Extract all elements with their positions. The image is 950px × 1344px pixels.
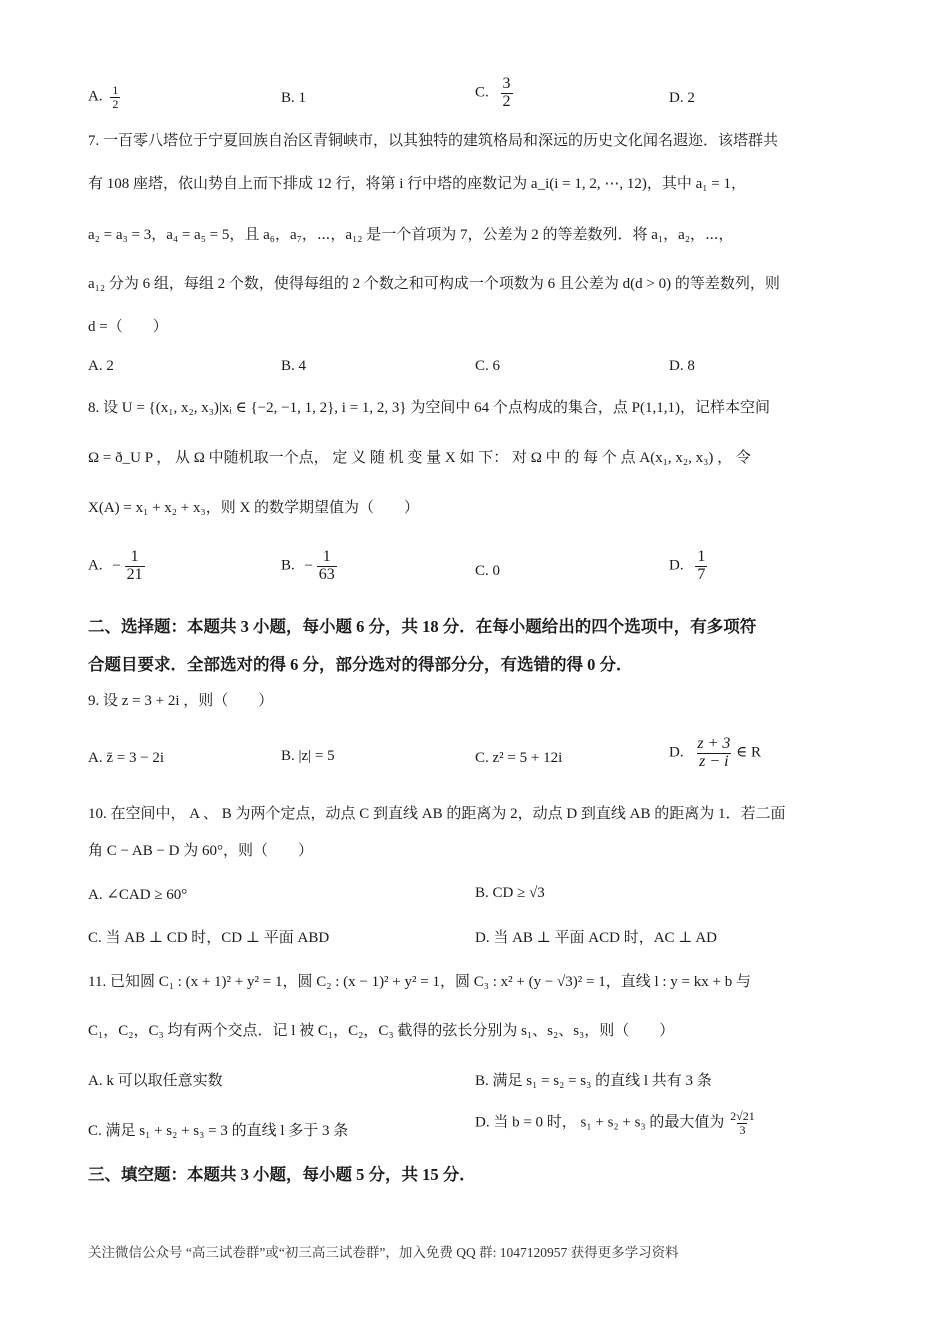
q6-option-c-denominator: 2 bbox=[502, 92, 511, 110]
q7-option-a: A. 2 bbox=[88, 358, 114, 374]
section-2-heading-line-1: 二、选择题：本题共 3 小题，每小题 6 分，共 18 分．在每小题给出的四个选项中，有多项符 bbox=[88, 617, 757, 636]
q7-line-1: 7. 一百零八塔位于宁夏回族自治区青铜峡市，以其独特的建筑格局和深远的历史文化闻名遐迩．该塔群共 bbox=[88, 133, 779, 149]
q8-line-3: X(A) = x₁ + x₂ + x₃，则 X 的数学期望值为（ ） bbox=[88, 500, 420, 516]
q8-option-d-numerator: 1 bbox=[697, 548, 706, 565]
q8-option-d-denominator: 7 bbox=[697, 565, 706, 583]
q8-line-2: Ω = ð_U P ， 从 Ω 中随机取一个点， 定 义 随 机 变 量 X 如 下： 对 Ω 中 的 每 个 点 A(x₁, x₂, x₃) ， 令 bbox=[88, 450, 751, 466]
q9-option-d bbox=[669, 736, 761, 771]
q8-option-b bbox=[281, 549, 337, 584]
q7-line-3: a₂ = a₃ = 3，a₄ = a₅ = 5，且 a₆，a₇，⋯，a₁₂ 是一个首项为 7，公差为 2 的等差数列．将 a₁，a₂，⋯， bbox=[88, 227, 734, 243]
q11-option-d-denominator: 3 bbox=[739, 1122, 746, 1137]
q8-option-a-numerator: 1 bbox=[130, 548, 139, 565]
q8-option-b-numerator: 1 bbox=[322, 548, 331, 565]
q10-option-d: D. 当 AB ⊥ 平面 ACD 时，AC ⊥ AD bbox=[475, 930, 717, 946]
q9-option-c: C. z² = 5 + 12i bbox=[475, 750, 563, 766]
q7-line-5: d =（ ） bbox=[88, 319, 168, 335]
q8-option-b-fraction bbox=[317, 549, 337, 584]
q8-option-c: C. 0 bbox=[475, 563, 501, 579]
q10-option-a: A. ∠CAD ≥ 60° bbox=[88, 887, 188, 903]
q11-option-a: A. k 可以取任意实数 bbox=[88, 1073, 223, 1089]
q10-option-c: C. 当 AB ⊥ CD 时，CD ⊥ 平面 ABD bbox=[88, 930, 330, 946]
q10-option-b: B. CD ≥ √3 bbox=[475, 885, 545, 901]
q8-option-d-fraction bbox=[695, 549, 707, 584]
q7-option-d: D. 8 bbox=[669, 358, 695, 374]
q7-option-c: C. 6 bbox=[475, 358, 501, 374]
q8-option-d-label: D. bbox=[669, 557, 684, 574]
q11-option-d-fraction bbox=[728, 1110, 757, 1136]
q8-option-a-label: A. bbox=[88, 557, 103, 574]
q8-option-a bbox=[88, 549, 145, 584]
q6-option-a bbox=[88, 84, 120, 110]
q6-option-c-fraction bbox=[501, 76, 513, 111]
q6-option-c-numerator: 3 bbox=[502, 75, 511, 92]
q6-option-a-denominator: 2 bbox=[112, 96, 119, 111]
q9-option-d-tail: ∈ R bbox=[736, 744, 761, 761]
q9-option-a: A. z̄ = 3 − 2i bbox=[88, 750, 165, 766]
q11-option-d-text: D. 当 b = 0 时， s₁ + s₂ + s₃ 的最大值为 bbox=[475, 1114, 725, 1131]
q8-option-b-denominator: 63 bbox=[318, 565, 335, 583]
q7-line-4: a₁₂ 分为 6 组，每组 2 个数，使得每组的 2 个数之和可构成一个项数为 6 且公差为 d(d > 0) 的等差数列，则 bbox=[88, 276, 780, 292]
q7-line-2: 有 108 座塔，依山势自上而下排成 12 行，将第 i 行中塔的座数记为 a_i(i = 1, 2, ⋯, 12)，其中 a₁ = 1， bbox=[88, 176, 746, 192]
q11-line-2: C₁，C₂，C₃ 均有两个交点．记 l 被 C₁，C₂，C₃ 截得的弦长分别为 s₁、s₂、s₃，则（ ） bbox=[88, 1023, 675, 1039]
q9-option-b: B. |z| = 5 bbox=[281, 748, 335, 764]
q8-option-d bbox=[669, 549, 707, 584]
section-2-heading-line-2: 合题目要求．全部选对的得 6 分，部分选对的得部分分，有选错的得 0 分． bbox=[88, 655, 633, 674]
q8-option-b-sign: − bbox=[304, 557, 313, 574]
q11-option-b: B. 满足 s₁ = s₂ = s₃ 的直线 l 共有 3 条 bbox=[475, 1073, 712, 1089]
q8-option-a-fraction bbox=[125, 549, 145, 584]
q6-option-a-numerator: 1 bbox=[112, 83, 119, 97]
q11-option-d bbox=[475, 1110, 757, 1136]
q6-option-c-label: C. bbox=[475, 84, 489, 101]
q6-option-b: B. 1 bbox=[281, 90, 307, 106]
q11-option-c: C. 满足 s₁ + s₂ + s₃ = 3 的直线 l 多于 3 条 bbox=[88, 1123, 349, 1139]
q9-option-d-denominator: z − i bbox=[699, 752, 729, 770]
q8-line-1: 8. 设 U = {(x₁, x₂, x₃)|xᵢ ∈ {−2, −1, 1, 2}, i = 1, 2, 3} 为空间中 64 个点构成的集合，点 P(1,1,1)，记样本空间 bbox=[88, 400, 770, 416]
q6-option-d: D. 2 bbox=[669, 90, 695, 106]
q6-option-a-label: A. bbox=[88, 88, 103, 105]
q10-line-2: 角 C − AB − D 为 60°，则（ ） bbox=[88, 843, 314, 859]
q8-option-b-label: B. bbox=[281, 557, 295, 574]
q11-line-1: 11. 已知圆 C₁ : (x + 1)² + y² = 1，圆 C₂ : (x − 1)² + y² = 1，圆 C₃ : x² + (y − √3)² = 1，直线 l : y = kx + b 与 bbox=[88, 974, 751, 990]
q6-option-a-fraction bbox=[110, 84, 120, 110]
q9-option-d-fraction bbox=[695, 736, 732, 771]
section-3-heading: 三、填空题：本题共 3 小题，每小题 5 分，共 15 分． bbox=[88, 1165, 476, 1184]
q7-option-b: B. 4 bbox=[281, 358, 307, 374]
q9-option-d-numerator: z + 3 bbox=[697, 735, 731, 752]
q6-option-c bbox=[475, 76, 513, 111]
q9-stem: 9. 设 z = 3 + 2i ，则（ ） bbox=[88, 693, 274, 709]
q11-option-d-numerator: 2√21 bbox=[730, 1109, 755, 1123]
q8-option-a-sign: − bbox=[112, 557, 121, 574]
q9-option-d-label: D. bbox=[669, 744, 684, 761]
q10-line-1: 10. 在空间中， A 、 B 为两个定点，动点 C 到直线 AB 的距离为 2，动点 D 到直线 AB 的距离为 1．若二面 bbox=[88, 806, 786, 822]
q8-option-a-denominator: 21 bbox=[126, 565, 143, 583]
page-footer: 关注微信公众号 “高三试卷群”或“初三高三试卷群”，加入免费 QQ 群: 1047120957 获得更多学习资料 bbox=[88, 1245, 679, 1260]
